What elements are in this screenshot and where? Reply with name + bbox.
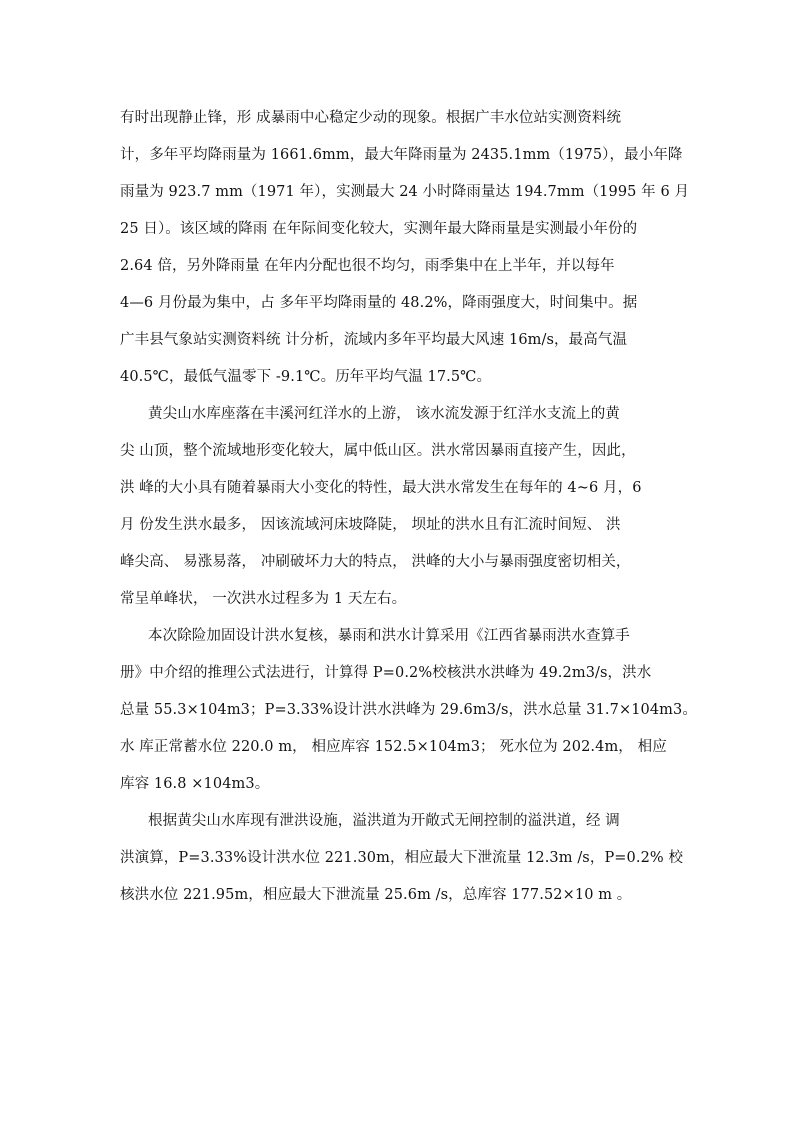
paragraph-1-line-5: 2.64 倍，另外降雨量 在年内分配也很不均匀，雨季集中在上半年，并以每年 — [120, 258, 615, 274]
paragraph-1-line-3: 雨量为 923.7 mm（1971 年），实测最大 24 小时降雨量达 194.7mm（1995 年 6 月 — [120, 184, 690, 200]
paragraph-3-line-5: 库容 16.8 ×104m3。 — [120, 776, 270, 792]
paragraph-2-line-5: 峰尖高、 易涨易落， 冲刷破坏力大的特点， 洪峰的大小与暴雨强度密切相关， — [120, 554, 631, 570]
paragraph-2-line-2: 尖 山顶，整个流域地形变化较大，属中低山区。洪水常因暴雨直接产生，因此， — [120, 443, 636, 459]
paragraph-2-line-4: 月 份发生洪水最多， 因该流域河床坡降陡， 坝址的洪水且有汇流时间短、 洪 — [120, 517, 621, 533]
paragraph-1-line-6: 4—6 月份最为集中，占 多年平均降雨量的 48.2%，降雨强度大，时间集中。据 — [120, 295, 638, 311]
paragraph-1-line-7: 广丰县气象站实测资料统 计分析，流域内多年平均最大风速 16m/s，最高气温 — [120, 332, 628, 348]
paragraph-2-line-6: 常呈单峰状， 一次洪水过程多为 1 天左右。 — [120, 591, 407, 607]
paragraph-4-line-3: 核洪水位 221.95m，相应最大下泄流量 25.6m /s，总库容 177.52×10 m 。 — [120, 887, 632, 903]
paragraph-1-line-2: 计，多年平均降雨量为 1661.6mm，最大年降雨量为 2435.1mm（1975），最小年降 — [120, 147, 683, 163]
paragraph-1-line-8: 40.5℃，最低气温零下 -9.1℃。历年平均气温 17.5℃。 — [120, 369, 492, 385]
paragraph-3-line-1: 本次除险加固设计洪水复核，暴雨和洪水计算采用《江西省暴雨洪水查算手 — [148, 628, 630, 644]
paragraph-3-line-4: 水 库正常蓄水位 220.0 m， 相应库容 152.5×104m3； 死水位为 202.4m， 相应 — [120, 739, 667, 755]
paragraph-1-line-4: 25 日）。该区域的降雨 在年际间变化较大，实测年最大降雨量是实测最小年份的 — [120, 221, 638, 237]
paragraph-3-line-3: 总量 55.3×104m3；P=3.33%设计洪水洪峰为 29.6m3/s，洪水总量 31.7×104m3。 — [120, 702, 697, 718]
paragraph-2-line-1: 黄尖山水库座落在丰溪河红洋水的上游， 该水流发源于红洋水支流上的黄 — [148, 406, 620, 422]
paragraph-4-line-2: 洪演算，P=3.33%设计洪水位 221.30m，相应最大下泄流量 12.3m /s，P=0.2% 校 — [120, 850, 684, 866]
paragraph-4-line-1: 根据黄尖山水库现有泄洪设施，溢洪道为开敞式无闸控制的溢洪道，经 调 — [148, 813, 620, 829]
paragraph-1-line-1: 有时出现静止锋，形 成暴雨中心稳定少动的现象。根据广丰水位站实测资料统 — [120, 110, 622, 126]
paragraph-3-line-2: 册》中介绍的推理公式法进行，计算得 P=0.2%校核洪水洪峰为 49.2m3/s，洪水 — [120, 665, 652, 681]
paragraph-2-line-3: 洪 峰的大小具有随着暴雨大小变化的特性，最大洪水常发生在每年的 4~6 月，6 — [120, 480, 642, 496]
